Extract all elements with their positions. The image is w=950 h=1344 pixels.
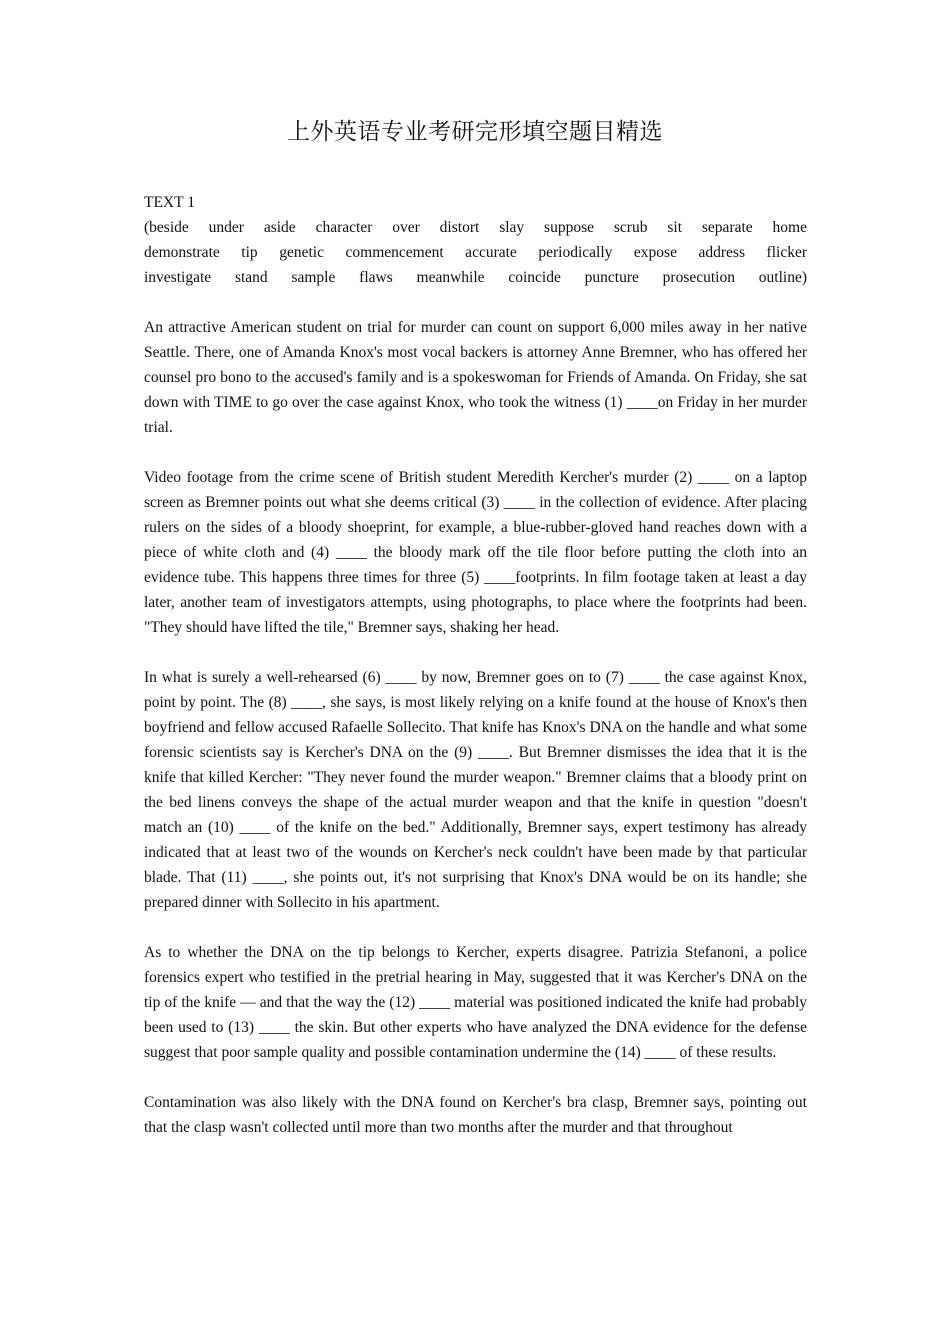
word-bank <box>144 215 807 290</box>
page-title: 上外英语专业考研完形填空题目精选 <box>287 119 663 145</box>
document-body <box>144 190 807 1140</box>
paragraph: As to whether the DNA on the tip belongs to Kercher, experts disagree. Patrizia Stefanoni, a police forensics expert who testified in the pretrial hearing in May, suggested that it was Kercher's DNA on the tip of the knife — and that the way the (12) ____ material was positioned indicated the knife had probably been used to (13) ____ the skin. But other experts who have analyzed the DNA evidence for the defense suggest that poor sample quality and possible contamination undermine the (14) ____ of these results. <box>144 944 807 1061</box>
word-bank-line: demonstrate tip genetic commencement accurate periodically expose address flicker <box>144 244 807 261</box>
paragraph: An attractive American student on trial for murder can count on support 6,000 miles away in her native Seattle. There, one of Amanda Knox's most vocal backers is attorney Anne Bremner, who has offered her counsel pro bono to the accused's family and is a spokeswoman for Friends of Amanda. On Friday, she sat down with TIME to go over the case against Knox, who took the witness (1) ____on Friday in her murder trial. <box>144 319 807 436</box>
text-label: TEXT 1 <box>144 194 195 211</box>
paragraph: Contamination was also likely with the DNA found on Kercher's bra clasp, Bremner says, pointing out that the clasp wasn't collected until more than two months after the murder and that throughout <box>144 1094 807 1136</box>
paragraph: In what is surely a well-rehearsed (6) ____ by now, Bremner goes on to (7) ____ the case against Knox, point by point. The (8) ____, she says, is most likely relying on a knife found at the house of Knox's then boyfriend and fellow accused Rafaelle Sollecito. That knife has Knox's DNA on the handle and what some forensic scientists say is Kercher's DNA on the (9) ____. But Bremner dismisses the idea that it is the knife that killed Kercher: "They never found the murder weapon." Bremner claims that a bloody print on the bed linens conveys the shape of the actual murder weapon and that the knife in question "doesn't match an (10) ____ of the knife on the bed." Additionally, Bremner says, expert testimony has already indicated that at least two of the wounds on Kercher's neck couldn't have been made by that particular blade. That (11) ____, she points out, it's not surprising that Knox's DNA would be on its handle; she prepared dinner with Sollecito in his apartment. <box>144 669 807 911</box>
word-bank-line: (beside under aside character over distort slay suppose scrub sit separate home <box>144 219 807 236</box>
paragraph: Video footage from the crime scene of British student Meredith Kercher's murder (2) ____ on a laptop screen as Bremner points out what she deems critical (3) ____ in the collection of evidence. After placing rulers on the sides of a bloody shoeprint, for example, a blue-rubber-gloved hand reaches down with a piece of white cloth and (4) ____ the bloody mark off the tile floor before putting the cloth into an evidence tube. This happens three times for three (5) ____footprints. In film footage taken at least a day later, another team of investigators attempts, using photographs, to place where the footprints had been. "They should have lifted the tile," Bremner says, shaking her head. <box>144 469 807 636</box>
word-bank-line: investigate stand sample flaws meanwhile coincide puncture prosecution outline) <box>144 269 807 286</box>
